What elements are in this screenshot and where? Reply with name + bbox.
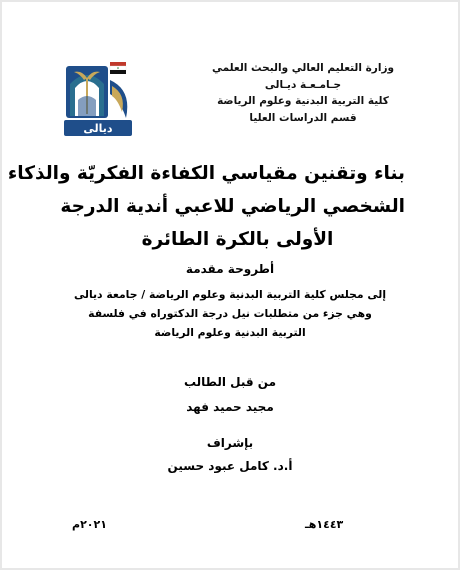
supervisor-name: أ.د. كامل عبود حسين: [167, 459, 293, 473]
department-name: قسم الدراسات العليا: [249, 111, 357, 124]
title-line-2: الشخصي الرياضي للاعبي أندية الدرجة: [60, 196, 405, 217]
statement-line-3: التربية البدنية وعلوم الرياضة: [154, 326, 306, 339]
title-line-1: بناء وتقنين مقياسي الكفاءة الفكريّة والذكاء: [7, 163, 405, 184]
submission-statement: [45, 285, 415, 342]
university-logo: [60, 60, 136, 138]
university-name: جـامـعـة ديـالى: [264, 78, 342, 91]
student-name: مجيد حميد فهد: [186, 400, 274, 414]
statement-line-2: وهي جزء من متطلبات نيل درجة الدكتوراه في فلسفة: [88, 307, 372, 320]
thesis-title: [7, 157, 405, 256]
statement-line-1: إلى مجلس كلية التربية البدنية وعلوم الرياضة / جامعة ديالى: [73, 288, 387, 301]
hijri-date: ١٤٤٣هـ: [305, 518, 344, 531]
supervisor-label: بإشراف: [206, 436, 254, 450]
title-line-3: الأولى بالكرة الطائرة: [141, 229, 334, 250]
institution-header: [203, 60, 403, 126]
ministry-name: وزارة التعليم العالي والبحث العلمي: [211, 62, 395, 74]
document-type: أطروحة مقدمة: [185, 262, 275, 276]
student-label: من قبل الطالب: [183, 375, 277, 389]
page-top-border: [0, 0, 460, 2]
logo-wordmark: ديالى: [83, 122, 113, 135]
gregorian-date: ٢٠٢١م: [72, 518, 107, 531]
page-left-border: [0, 0, 2, 570]
college-name: كلية التربية البدنية وعلوم الرياضة: [217, 95, 389, 107]
